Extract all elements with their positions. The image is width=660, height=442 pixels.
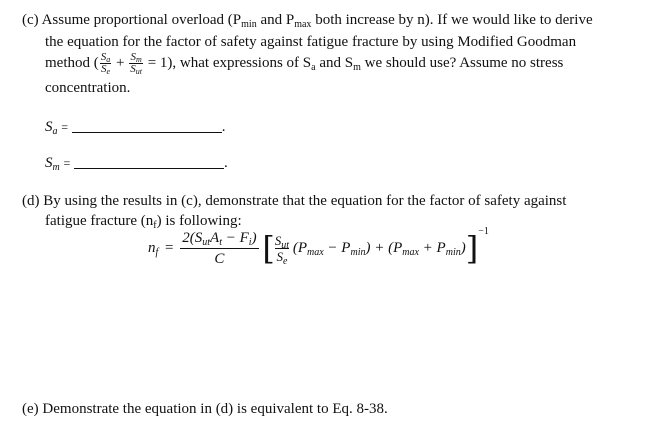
sut-over-se-fraction: $\frac{S_{ut}}{S_e}$ (274, 233, 290, 267)
part-e-label: (e) (22, 401, 39, 417)
part-e-line: (e) Demonstrate the equation in (d) is equivalent to Eq. 8-38. (22, 401, 388, 417)
part-d-line-2: fatigue fracture $(n_f)$ is following: (45, 213, 242, 231)
sa-over-se-fraction: $\frac{S_a}{S_e}$ (100, 51, 111, 77)
part-c-line-1: (c) Assume proportional overload ($P_{min}$ and $P_{max}$ both increase by n). If we would like to derive (22, 12, 593, 30)
sm-answer-row: $S_m$ = . (45, 155, 228, 173)
part-d-label: (d) (22, 193, 40, 209)
part-c-line-3: method ( $\frac{S_a}{S_e}$ + $\frac{S_m}{S_{ut}}$ = 1), what expressions of $S_a$ and $S_m$ we should use? Assume no stress (45, 51, 564, 77)
sa-answer-blank[interactable] (72, 118, 222, 133)
part-d-line-1: (d) By using the results in (c), demonstrate that the equation for the factor of safety against (22, 193, 567, 209)
part-c-line-4: concentration. (45, 80, 131, 96)
factor-of-safety-equation: $n_f$ = $\frac{2(S_{ut}A_t - F_i)}{C}$ [ $\frac{S_{ut}}{S_e}$ $(P_{max} - P_{min}) + (P_{max} + P_{min})]^{-1}$ (148, 225, 489, 268)
sm-over-sut-fraction: $\frac{S_m}{S_{ut}}$ (130, 51, 142, 77)
part-c-label: (c) (22, 12, 39, 28)
sm-answer-blank[interactable] (74, 154, 224, 169)
part-c-line-2: the equation for the factor of safety against fatigue fracture by using Modified Goodman (45, 34, 577, 50)
sa-answer-row: $S_a$ = . (45, 119, 226, 137)
main-fraction: $\frac{2(S_{ut}A_t - F_i)}{C}$ (182, 230, 257, 267)
